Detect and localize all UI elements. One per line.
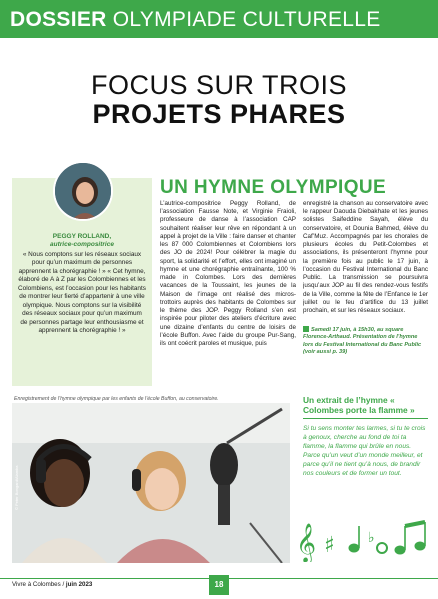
photo-caption: Enregistrement de l’hymne olympique par les enfants de l’école Buffon, au conservatoire.	[14, 396, 219, 402]
page-number: 18	[209, 575, 229, 595]
section-title: DOSSIER OLYMPIADE CULTURELLE	[10, 8, 381, 31]
event-note: Samedi 17 juin, à 15h30, au square Florence-Arthaud. Présentation de l’hymne lors du Festival International du Banc Public (voir aussi p. 39)	[303, 327, 422, 355]
svg-text:♭: ♭	[368, 530, 375, 546]
music-notes-icon	[296, 512, 434, 562]
article-column-1: L’autrice-compositrice Peggy Rolland, de l’association Fausse Note, et Virginie Fraioli, professeure de danse à l’association CAP souhaitent réaliser leur rêve en répondant à un appel à projet de la Ville : faire danser et chanter les 87 000 Colombiennes et Colombiens lors des JO de 2024! Pour célébrer la magie du sport, la solidarité et l’effort, elles ont imaginé un hymne et une chorégraphie entraînante, 100 % made in Colombes. Lors des dernières vacances de la Toussaint, les jeunes de la Maison de l’image ont réalisé des micros-trottoirs auprès des habitants de Colombes sur le thème des JOP. Peggy Rolland s’en est inspirée pour piloter des ateliers d’écriture avec une dizaine d’enfants du centre de loisirs de l’école Buffon. Avec l’aide du groupe Pur-Sang, ils ont coécrit paroles et musique, puis	[160, 200, 296, 347]
quote-text: « Nous comptons sur les réseaux sociaux pour qu’un maximum de personnes apprennent la chorégraphie ! » « Cet hymne, élaboré de A à Z par les Colombiennes et les Colombiens, est l’occasion pour les habitants de montrer leur fierté d’appartenir à une ville olympique. Nous comptons sur la visibilité des réseaux sociaux pour qu’un maximum de personnes partage leur enthousiasme et apprennent la chorégraphie ! »	[18, 251, 146, 335]
article-heading: UN HYMNE OLYMPIQUE	[160, 177, 387, 198]
extract-divider	[303, 418, 428, 419]
portrait-photo	[53, 161, 113, 221]
footer-label: Vivre à Colombes / juin 2023	[12, 581, 93, 588]
recording-photo	[12, 403, 290, 563]
extract-text: Si tu sens monter tes larmes, si tu te crois à genoux, cherche au fond de toi ta flamme, la flamme qui brûle en nous. Parce qu’un veut d’un monde meilleur, et parce qu’il ne tient qu’à nous, de brandir nos couleurs et de former un tout.	[303, 425, 426, 478]
page-title-line1: FOCUS SUR TROIS	[90, 70, 348, 100]
quote-author-name: PEGGY ROLLAND,	[52, 233, 112, 240]
svg-text:𝄞: 𝄞	[296, 523, 317, 562]
page-title-line2: PROJETS PHARES	[92, 99, 346, 129]
quote-author-role: autrice-compositrice	[50, 241, 114, 248]
calendar-icon	[303, 326, 309, 332]
photo-credit: © Peter Bongard/Alamba	[14, 465, 19, 510]
svg-text:♯: ♯	[324, 533, 335, 558]
article-column-2: enregistré la chanson au conservatoire avec le rappeur Daouda Diebakhate et les jeunes solistes Saifeddine Sayah, élève du conservatoire, et Dounia Bahmed, élève du Caf’Muz. Accompagnés par les chorales de plusieurs écoles du Petit-Colombes et associations, ils présenteront l’hymne pour la première fois au public le 17 juin, à l’occasion du Festival International du Banc Public. La transmission se poursuivra jusqu’aux JOP au fil des rendez-vous festifs de la Ville, comme la fête de l’Enfance le 1er juillet ou le feu d’artifice du 13 juillet prochain, et sur les réseaux sociaux.	[303, 200, 428, 315]
extract-title: Un extrait de l’hymne « Colombes porte la flamme »	[303, 395, 415, 416]
